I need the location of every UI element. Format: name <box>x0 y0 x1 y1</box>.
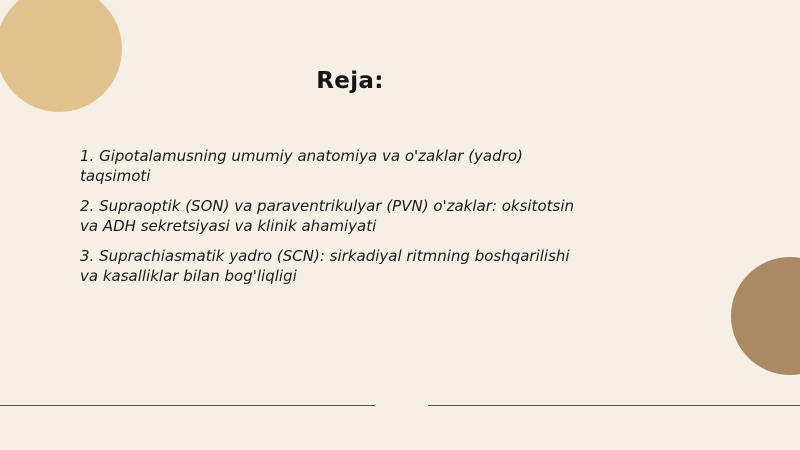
agenda-item-2: 2. Supraoptik (SON) va paraventrikulyar (PVN) o'zaklar: oksitotsin va ADH sekretsiyasi va klinik ahamiyati <box>80 197 574 235</box>
agenda-item-1: 1. Gipotalamusning umumiy anatomiya va o'zaklar (yadro) taqsimoti <box>80 147 523 185</box>
decorative-circle-top-left <box>0 0 122 112</box>
divider-line-left <box>0 405 375 406</box>
agenda-list <box>80 146 580 296</box>
slide-title: Reja: <box>316 68 384 94</box>
divider-line-right <box>428 405 800 406</box>
decorative-circle-right <box>731 257 800 375</box>
agenda-item-3: 3. Suprachiasmatik yadro (SCN): sirkadiyal ritmning boshqarilishi va kasalliklar bilan bog'liqligi <box>80 247 570 285</box>
